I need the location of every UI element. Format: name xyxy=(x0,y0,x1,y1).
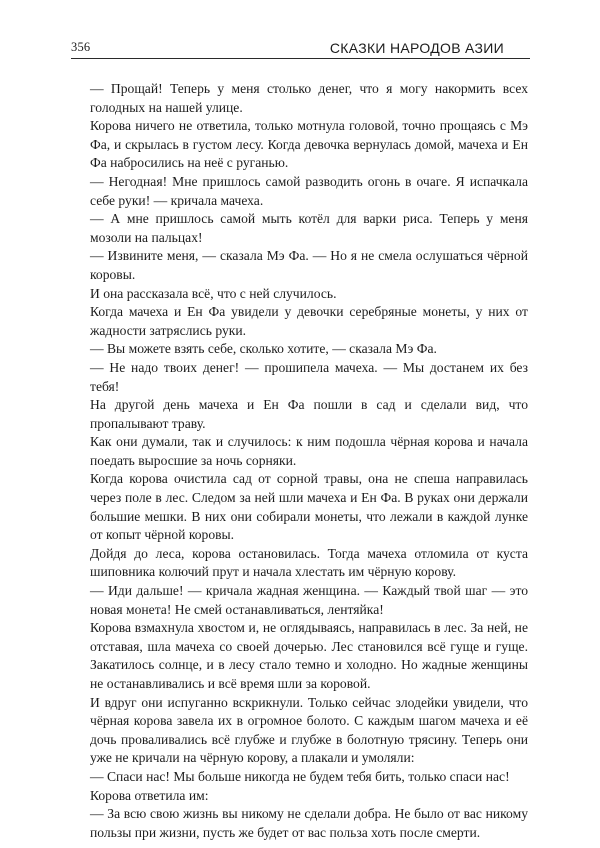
paragraph: — Прощай! Теперь у меня столько денег, что я могу накормить всех голодных на нашей улице. xyxy=(90,81,528,115)
paragraph: — Иди дальше! — кричала жадная женщина. — Каждый твой шаг — это новая монета! Не смей останавливаться, лентяйка! xyxy=(90,583,528,617)
paragraph: — За всю свою жизнь вы никому не сделали добра. Не было от вас никому пользы при жизни, пусть же будет от вас польза хоть после смерти. xyxy=(90,806,528,840)
paragraph: Как они думали, так и случилось: к ним подошла чёрная корова и начала поедать выросшие за ночь сорняки. xyxy=(90,434,528,468)
paragraph: — Не надо твоих денег! — прошипела мачеха. — Мы достанем их без тебя! xyxy=(90,359,528,394)
paragraph: Корова ничего не ответила, только мотнула головой, точно прощаясь с Мэ Фа, и скрылась в густом лесу. Когда девочка вернулась домой, мачеха и Ен Фа набросились на неё с руганью. xyxy=(90,118,528,171)
paragraph: Корова взмахнула хвостом и, не оглядываясь, направилась в лес. За ней, не отставая, шла мачеха со своей дочерью. Лес становился всё гуще и гуще. Закатилось солнце, и в лесу стало темно и холодно. Но жадные женщины не останавливались и всё время шли за коровой. xyxy=(90,620,528,691)
paragraph: — Спаси нас! Мы больше никогда не будем тебя бить, только спаси нас! xyxy=(90,768,510,784)
running-title: СКАЗКИ НАРОДОВ АЗИИ xyxy=(329,40,504,56)
paragraph: На другой день мачеха и Ен Фа пошли в сад и сделали вид, что пропалывают траву. xyxy=(90,397,528,431)
paragraph: — Вы можете взять себе, сколько хотите, — сказала Мэ Фа. xyxy=(90,341,437,357)
paragraph: — Негодная! Мне пришлось самой разводить огонь в очаге. Я испачкала себе руки! — кричала мачеха. xyxy=(90,173,528,208)
paragraph: И вдруг они испуганно вскрикнули. Только сейчас злодейки увидели, что чёрная корова завела их в огромное болото. С каждым шагом мачеха и её дочь проваливались всё глубже и глубже в болотную трясину. Теперь они уже не кричали на чёрную корову, а плакали и умоляли: xyxy=(90,694,528,766)
paragraph: — Извините меня, — сказала Мэ Фа. — Но я не смела ослушаться чёрной коровы. xyxy=(90,248,528,282)
paragraph: Когда мачеха и Ен Фа увидели у девочки серебряные монеты, у них от жадности затряслись руки. xyxy=(90,304,528,338)
paragraph: Когда корова очистила сад от сорной травы, она не спеша направилась через поле в лес. Следом за ней шли мачеха и Ен Фа. В руках они держали большие мешки. В них они собирали монеты, что лежали в каждой лунке от копыт чёрной коровы. xyxy=(90,471,528,543)
paragraph: Дойдя до леса, корова остановилась. Тогда мачеха отломила от куста шиповника колючий прут и начала хлестать им чёрную корову. xyxy=(90,545,528,580)
page-number: 356 xyxy=(71,40,91,54)
paragraph: Корова ответила им: xyxy=(90,787,209,803)
paragraph: И она рассказала всё, что с ней случилось. xyxy=(90,285,337,301)
running-header xyxy=(71,36,530,59)
paragraph: — А мне пришлось самой мыть котёл для варки риса. Теперь у меня мозоли на пальцах! xyxy=(90,211,528,245)
body-text xyxy=(90,80,528,842)
